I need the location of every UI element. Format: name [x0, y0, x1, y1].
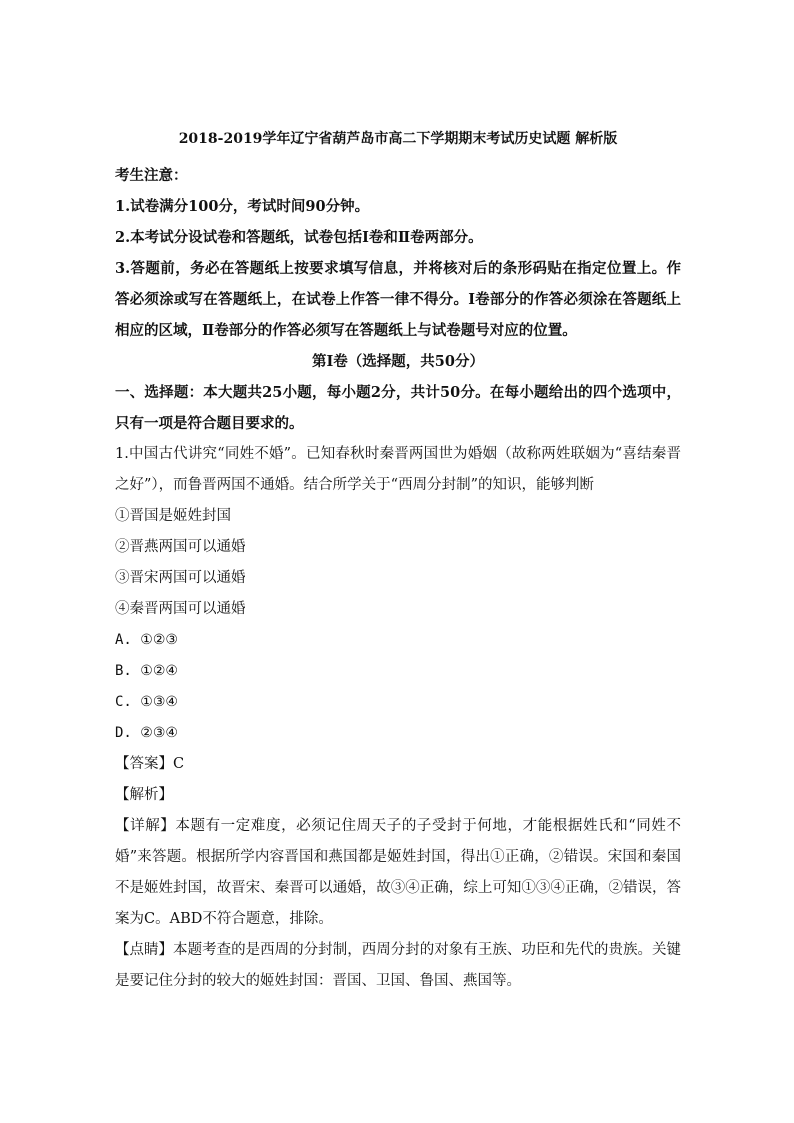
notice-item-1: 1.试卷满分100分，考试时间90分钟。	[115, 198, 370, 215]
answer: 【答案】C	[115, 756, 185, 772]
option-a: A. ①②③	[115, 632, 178, 648]
statement-4: ④秦晋两国可以通婚	[115, 601, 246, 617]
section-title: 第Ⅰ卷（选择题，共50分）	[312, 353, 484, 370]
document-title: 2018-2019学年辽宁省葫芦岛市高二下学期期末考试历史试题 解析版	[178, 131, 618, 147]
notice-item-2: 2.本考试分设试卷和答题纸，试卷包括Ⅰ卷和Ⅱ卷两部分。	[115, 229, 483, 246]
detail-explanation: 【详解】本题有一定难度，必须记住周天子的子受封于何地，才能根据姓氏和“同姓不婚”来答题。根据所学内容晋国和燕国都是姬姓封国，得出①正确，②错误。宋国和秦国不是姬姓封国，故晋宋、秦晋可以通婚，故③④正确，综上可知①③④正确，②错误，答案为C。ABD不符合题意，排除。	[115, 818, 681, 927]
question-stem: 1.中国古代讲究“同姓不婚”。已知春秋时秦晋两国世为婚姻（故称两姓联姻为“喜结秦晋之好”），而鲁晋两国不通婚。结合所学关于“西周分封制”的知识，能够判断	[115, 446, 681, 493]
section-intro: 一、选择题：本大题共25小题，每小题2分，共计50分。在每小题给出的四个选项中，只有一项是符合题目要求的。	[115, 384, 681, 432]
option-d: D. ②③④	[115, 725, 178, 741]
document-page	[115, 128, 681, 997]
analysis-label: 【解析】	[115, 787, 173, 803]
notice-heading: 考生注意：	[115, 167, 188, 184]
key-point-comment: 【点睛】本题考查的是西周的分封制，西周分封的对象有王族、功臣和先代的贵族。关键是要记住分封的较大的姬姓封国：晋国、卫国、鲁国、燕国等。	[115, 942, 681, 989]
option-b: B. ①②④	[115, 663, 178, 679]
statement-1: ①晋国是姬姓封国	[115, 508, 231, 524]
statement-2: ②晋燕两国可以通婚	[115, 539, 246, 555]
statement-3: ③晋宋两国可以通婚	[115, 570, 246, 586]
option-c: C. ①③④	[115, 694, 178, 710]
notice-item-3: 3.答题前，务必在答题纸上按要求填写信息，并将核对后的条形码贴在指定位置上。作答必须涂或写在答题纸上，在试卷上作答一律不得分。Ⅰ卷部分的作答必须涂在答题纸上相应的区域，Ⅱ卷部分的作答必须写在答题纸上与试卷题号对应的位置。	[115, 260, 681, 339]
